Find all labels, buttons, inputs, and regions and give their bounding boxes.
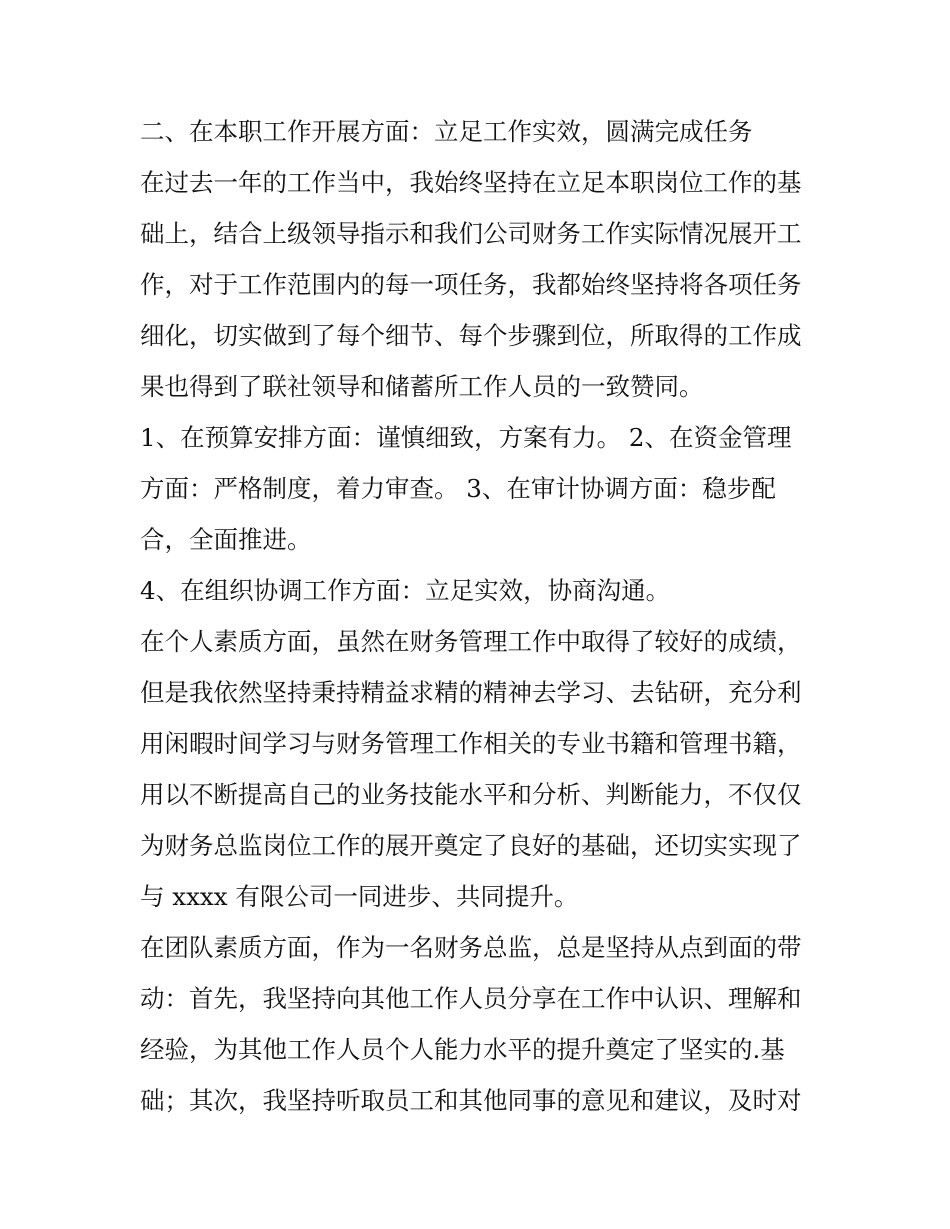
text-line: 用闲暇时间学习与财务管理工作相关的专业书籍和管理书籍， <box>140 729 802 758</box>
section-heading: 二、在本职工作开展方面：立足工作实效，圆满完成任务 <box>140 117 753 146</box>
text-line: 细化，切实做到了每个细节、每个步骤到位，所取得的工作成 <box>140 321 802 350</box>
text-line: 础；其次，我坚持听取员工和其他同事的意见和建议，及时对 <box>140 1086 802 1115</box>
text-line: 4、在组织协调工作方面：立足实效，协商沟通。 <box>140 576 671 605</box>
text-line: 在团队素质方面，作为一名财务总监，总是坚持从点到面的带 <box>140 933 802 962</box>
text-line: 1、在预算安排方面：谨慎细致，方案有力。 2、在资金管理 <box>140 423 792 452</box>
text-line: 作，对于工作范围内的每一项任务，我都始终坚持将各项任务 <box>140 270 802 299</box>
text-line: 经验，为其他工作人员个人能力水平的提升奠定了坚实的.基 <box>140 1035 785 1064</box>
text-line: 果也得到了联社领导和储蓄所工作人员的一致赞同。 <box>140 372 704 401</box>
text-line: 为财务总监岗位工作的展开奠定了良好的基础，还切实实现了 <box>140 831 802 860</box>
text-line: 在个人素质方面，虽然在财务管理工作中取得了较好的成绩， <box>140 627 802 656</box>
text-line: 在过去一年的工作当中，我始终坚持在立足本职岗位工作的基 <box>140 168 802 197</box>
text-line: 础上，结合上级领导指示和我们公司财务工作实际情况展开工 <box>140 219 802 248</box>
text-line: 但是我依然坚持秉持精益求精的精神去学习、去钻研，充分利 <box>140 678 802 707</box>
document-body <box>140 106 820 1126</box>
text-line: 与 xxxx 有限公司一同进步、共同提升。 <box>140 882 579 911</box>
text-line: 动：首先，我坚持向其他工作人员分享在工作中认识、理解和 <box>140 984 802 1013</box>
text-line: 方面：严格制度，着力审查。 3、在审计协调方面：稳步配 <box>140 474 776 503</box>
text-line: 用以不断提高自己的业务技能水平和分析、判断能力，不仅仅 <box>140 780 802 809</box>
text-line: 合，全面推进。 <box>140 525 312 554</box>
